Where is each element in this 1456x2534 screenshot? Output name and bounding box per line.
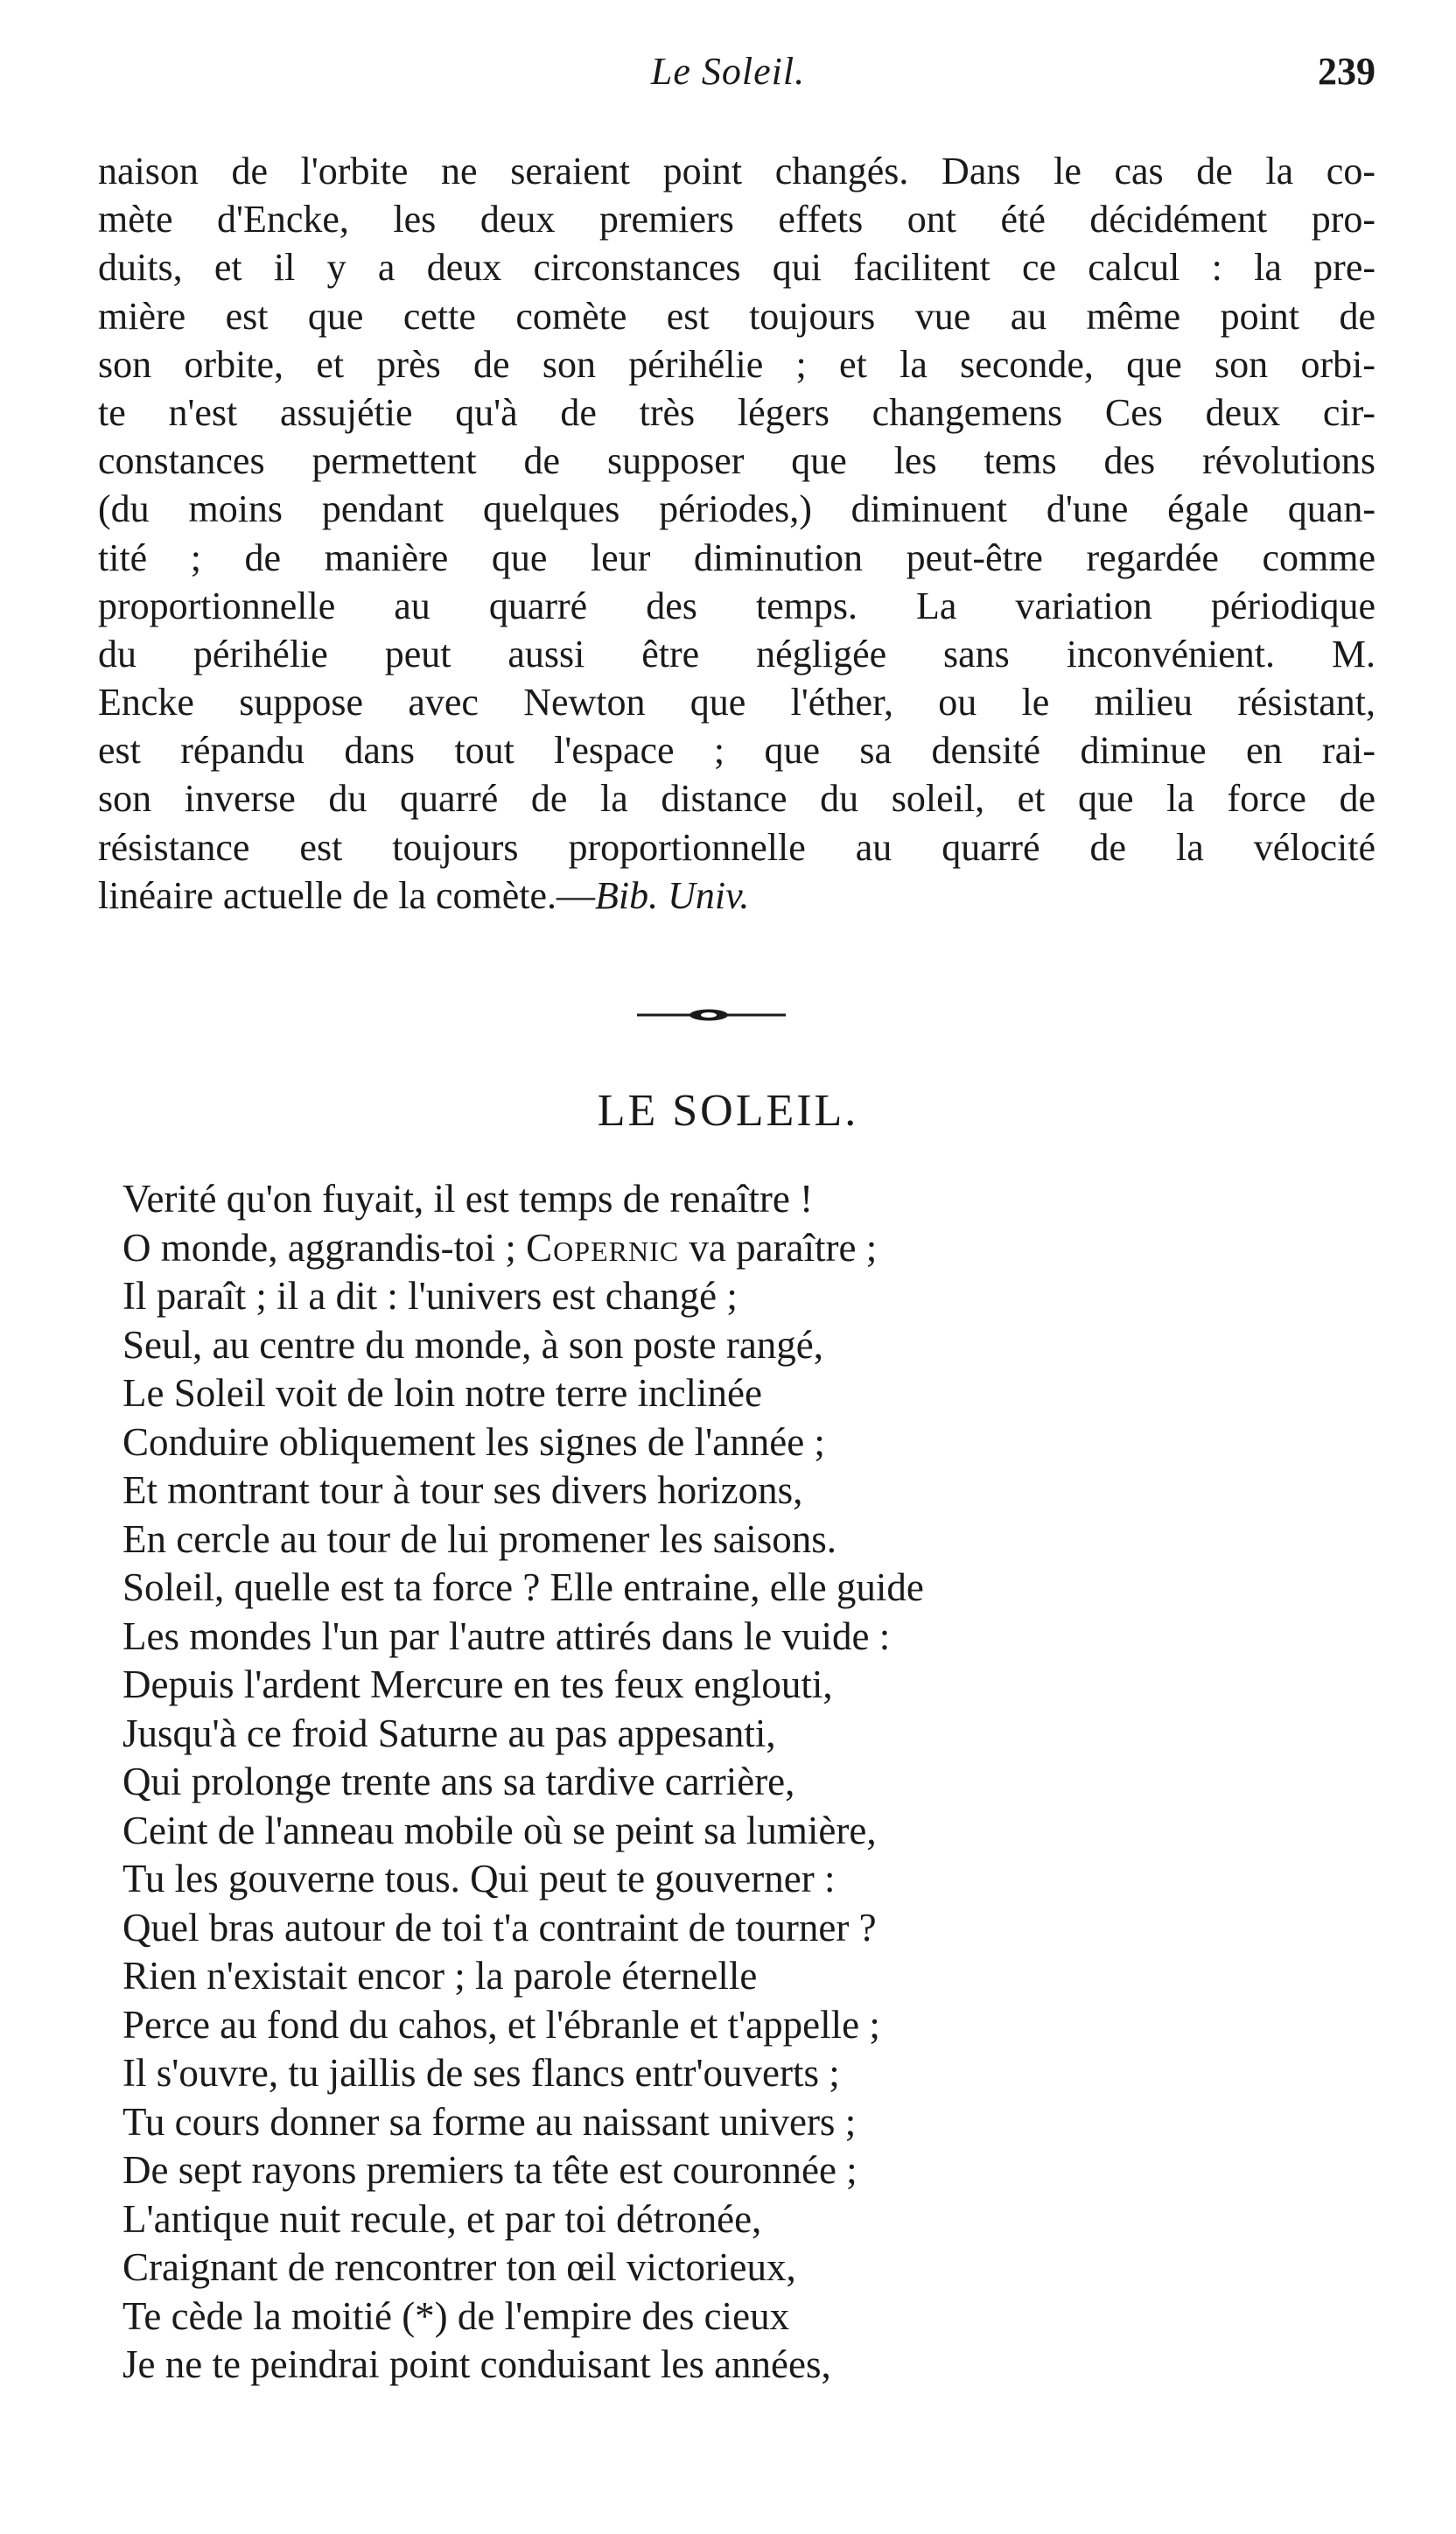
poem-line: Seul, au centre du monde, à son poste rangé, (122, 1322, 824, 1367)
poem-line: Ceint de l'anneau mobile où se peint sa lumière, (122, 1808, 877, 1852)
prose-last-text: linéaire actuelle de la comète.— (98, 873, 596, 917)
poem-line: Tu les gouverne tous. Qui peut te gouverner : (122, 1857, 836, 1900)
running-title: Le Soleil. (650, 50, 806, 93)
prose-line: du périhélie peut aussi être négligée sans inconvénient. M. (98, 632, 1376, 676)
poem-line: En cercle au tour de lui promener les saisons. (122, 1516, 836, 1561)
prose-line: son inverse du quarré de la distance du soleil, et que la force de (98, 777, 1376, 821)
prose-line: Encke suppose avec Newton que l'éther, ou le milieu résistant, (98, 681, 1376, 724)
prose-line: est répandu dans tout l'espace ; que sa densité diminue en rai- (98, 729, 1376, 773)
poem-line: Craignant de rencontrer ton œil victorieux, (122, 2245, 796, 2289)
poem-line: Il paraît ; il a dit : l'univers est changé ; (122, 1274, 738, 1318)
page-header (0, 49, 1456, 110)
source-citation: Bib. Univ. (595, 873, 750, 917)
prose-line: (du moins pendant quelques périodes,) diminuent d'une égale quan- (98, 487, 1376, 531)
poem-line: Qui prolonge trente ans sa tardive carrière, (122, 1760, 795, 1803)
poem-line: Jusqu'à ce froid Saturne au pas appesanti, (122, 1711, 776, 1755)
poem (122, 1175, 1382, 2438)
poem-line (122, 2390, 1382, 2439)
copernic-name: Copernic (526, 1225, 680, 1270)
poem-line: De sept rayons premiers ta tête est couronnée ; (122, 2148, 858, 2192)
prose-line: son orbite, et près de son périhélie ; et la seconde, que son orbi- (98, 342, 1376, 386)
poem-line: Tu cours donner sa forme au naissant univers ; (122, 2099, 857, 2144)
poem-line: L'antique nuit recule, et par toi détronée, (122, 2196, 762, 2241)
poem-line (122, 1224, 1382, 1273)
prose-line: tité ; de manière que leur diminution peut-être regardée comme (98, 536, 1376, 579)
poem-line: Depuis l'ardent Mercure en tes feux englouti, (122, 1662, 833, 1706)
prose-paragraph (98, 147, 1376, 920)
poem-line: Te cède la moitié (*) de l'empire des cieux (122, 2293, 790, 2338)
poem-line: Le Soleil voit de loin notre terre inclinée (122, 1371, 763, 1415)
prose-line: résistance est toujours proportionnelle au quarré de la vélocité (98, 825, 1376, 869)
prose-line: mète d'Encke, les deux premiers effets ont été décidément pro- (98, 198, 1376, 242)
page-number: 239 (1318, 50, 1376, 93)
poem-line: Les mondes l'un par l'autre attirés dans le vuide : (122, 1614, 891, 1658)
prose-last-line (98, 872, 1376, 920)
poem-line: Et montrant tour à tour ses divers horizons, (122, 1468, 803, 1512)
poem-line: Soleil, quelle est ta force ? Elle entraine, elle guide (122, 1565, 924, 1609)
poem-line: Il s'ouvre, tu jaillis de ses flancs entr'ouverts ; (122, 2051, 840, 2095)
poem-line: Conduire obliquement les signes de l'année ; (122, 1419, 825, 1464)
poem-line: Perce au fond du cahos, et l'ébranle et t'appelle ; (122, 2002, 880, 2047)
prose-line: constances permettent de supposer que les tems des révolutions (98, 439, 1376, 483)
poem-line: Verité qu'on fuyait, il est temps de renaître ! (122, 1177, 814, 1221)
ornament-divider (637, 1004, 786, 1026)
poem-line: Rien n'existait encor ; la parole éternelle (122, 1954, 758, 1998)
prose-line: naison de l'orbite ne seraient point changés. Dans le cas de la co- (98, 150, 1376, 192)
prose-line: duits, et il y a deux circonstances qui facilitent ce calcul : la pre- (98, 246, 1376, 290)
prose-line: mière est que cette comète est toujours vue au même point de (98, 294, 1376, 338)
prose-line: te n'est assujétie qu'à de très légers changemens Ces deux cir- (98, 390, 1376, 434)
poem-line: Je ne te peindrai point conduisant les années, (122, 2342, 831, 2386)
prose-line: proportionnelle au quarré des temps. La variation périodique (98, 584, 1376, 627)
section-title: LE SOLEIL. (597, 1086, 859, 1136)
poem-line-2-start: O monde, aggrandis-toi ; (122, 1225, 527, 1270)
poem-line: Quel bras autour de toi t'a contraint de tourner ? (122, 1905, 877, 1950)
poem-line-2-end: va paraître ; (679, 1225, 878, 1270)
